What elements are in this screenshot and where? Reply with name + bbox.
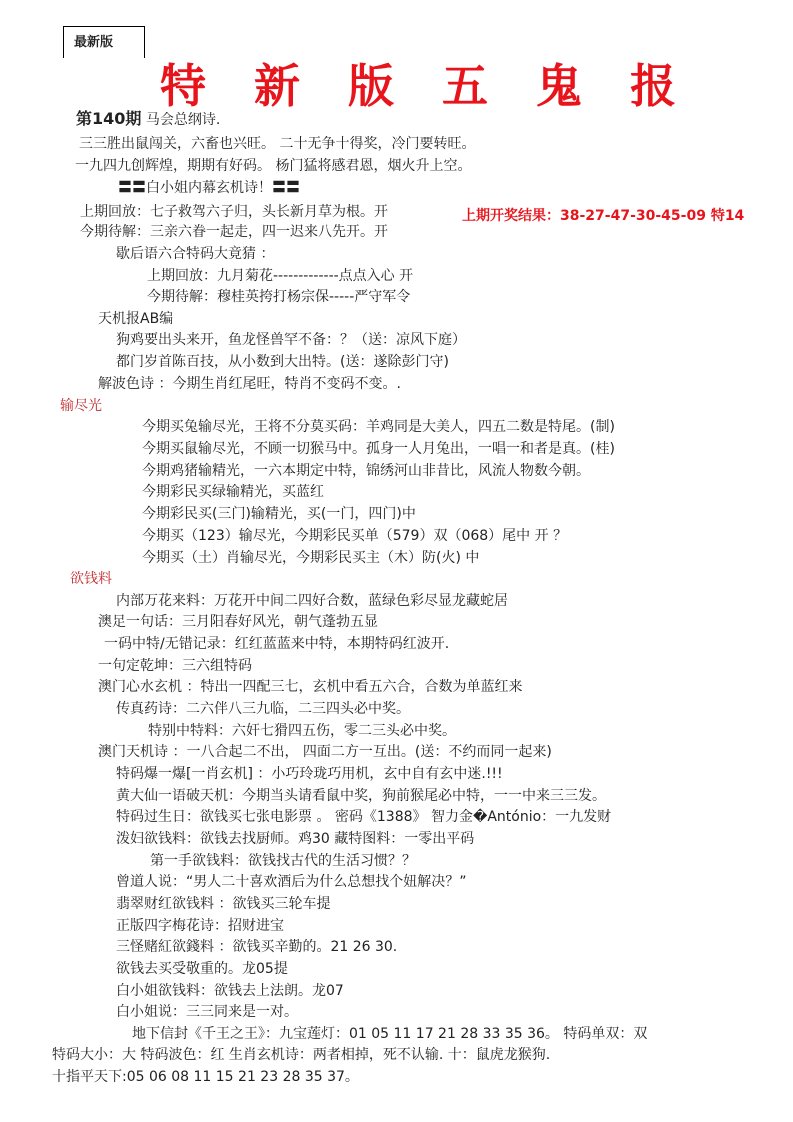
text-line: 白小姐说：三三同来是一对。 bbox=[116, 1004, 298, 1020]
text-line: 内部万花来料：万花开中间二四好合数，蓝绿色彩尽显龙藏蛇居 bbox=[116, 593, 508, 609]
text-line: 一句定乾坤：三六组特码 bbox=[98, 658, 252, 674]
text-line: 地下信封《千王之王》：九宝莲灯：01 05 11 17 21 28 33 35 36。 特码单双：双 bbox=[132, 1026, 648, 1042]
text-line: 今期买兔输尽光，王将不分莫买码：羊鸡同是大美人，四五二数是特尾。(制) bbox=[142, 419, 615, 435]
text-line: 特码大小：大 特码波色：红 生肖玄机诗：两者相掉，死不认输. 十：鼠虎龙猴狗. bbox=[52, 1047, 551, 1063]
text-line: 欲钱去买受敬重的。龙05提 bbox=[116, 961, 288, 977]
text-line: 传真药诗：二六伴八三九临，二三四头必中奖。 bbox=[116, 701, 410, 717]
section-heading: 欲钱料 bbox=[70, 571, 112, 587]
last-result: 上期开奖结果：38-27-47-30-45-09 特14 bbox=[462, 208, 745, 224]
text-line: 今期待解：穆桂英挎打杨宗保-----严守军令 bbox=[147, 289, 411, 305]
text-line: 今期买（土）肖输尽光，今期彩民买主（木）防(火) 中 bbox=[142, 550, 480, 566]
text-line: 特码爆一爆[一肖玄机] ：小巧玲珑巧用机，玄中自有玄中迷.!!! bbox=[116, 766, 503, 782]
text-line: 今期待解：三亲六眷一起走，四一迟来八先开。开 bbox=[80, 224, 388, 240]
text-line: 翡翠财红欲钱料 ：欲钱买三轮车提 bbox=[116, 896, 331, 912]
text-line: 天机报AB编 bbox=[98, 311, 174, 327]
text-line: 狗鸡要出头来开，鱼龙怪兽罕不备：？（送：凉风下庭） bbox=[116, 332, 466, 348]
text-line: 上期回放：九月菊花-------------点点入心 开 bbox=[147, 268, 414, 284]
text-line: 今期买（123）输尽光，今期彩民买单（579）双（068）尾中 开 ？ bbox=[142, 528, 568, 544]
text-line: 今期彩民买(三门)输精光，买(一门，四门)中 bbox=[142, 506, 416, 522]
issue-header bbox=[76, 110, 220, 129]
text-line: 三怪赌紅欲錢料 ：欲钱买辛勤的。21 26 30. bbox=[116, 939, 398, 955]
text-line: 都门岁首陈百技，从小数到大出特。(送：遂除彭门守) bbox=[116, 354, 449, 370]
text-line: 歇后语六合特码大竟猜 ： bbox=[116, 246, 275, 262]
text-line: 〓〓白小姐内幕玄机诗！〓〓 bbox=[118, 180, 300, 196]
text-line: 特别中特料：六奸七猾四五伤，零二三头必中奖。 bbox=[148, 723, 456, 739]
text-line: 今期鸡猪输精光，一六本期定中特，锦绣河山非昔比，风流人物数今朝。 bbox=[142, 463, 590, 479]
text-line: 白小姐欲钱料：欲钱去上法朗。龙07 bbox=[116, 983, 344, 999]
text-line: 特码过生日：欲钱买七张电影票 。 密码《1388》 智力金�António：一九发财 bbox=[116, 809, 612, 825]
text-line: 今期买鼠输尽光，不顾一切猴马中。孤身一人月兔出，一唱一和者是真。(桂) bbox=[142, 441, 615, 457]
text-line: 正版四字梅花诗：招财进宝 bbox=[116, 918, 284, 934]
text-line: 澳门天机诗 ：一八合起二不出， 四面二方一互出。(送：不约而同一起来) bbox=[98, 744, 552, 760]
issue-number: 第140期 bbox=[76, 109, 142, 128]
text-line: 今期彩民买绿输精光，买蓝红 bbox=[142, 484, 324, 500]
edition-badge: 最新版 bbox=[63, 26, 145, 58]
text-line: 解波色诗 ：今期生肖红尾旺，特肖不变码不变。. bbox=[98, 376, 401, 392]
text-line: 黄大仙一语破天机：今期当头请看鼠中奖，狗前猴尾必中特，一一中来三三发。 bbox=[116, 788, 606, 804]
text-line: 澳足一句话：三月阳春好风光，朝气蓬勃五显 bbox=[98, 614, 378, 630]
text-line: 泼妇欲钱料：欲钱去找厨师。鸡30 藏特图料：一零出平码 bbox=[116, 831, 475, 847]
text-line: 一码中特/无错记录：红红蓝蓝来中特，本期特码红波开. bbox=[104, 636, 450, 652]
text-line: 第一手欲钱料：欲钱找古代的生活习惯？？ bbox=[150, 853, 416, 869]
page-title: 特 新 版 五 鬼 报 bbox=[160, 59, 693, 113]
text-line: 上期回放：七子救驾六子归，头长新月草为根。开 bbox=[80, 204, 388, 220]
text-line: 三三胜出鼠闯关，六畜也兴旺。 二十无争十得奖，冷门要转旺。 bbox=[79, 136, 476, 152]
section-heading: 输尽光 bbox=[60, 398, 102, 414]
text-line: 澳门心水玄机 ：特出一四配三七，玄机中看五六合，合数为单蓝红来 bbox=[98, 679, 523, 695]
text-line: 一九四九创辉煌，期期有好码。 杨门猛将感君恩，烟火升上空。 bbox=[75, 158, 472, 174]
text-line: 曾道人说：“男人二十喜欢酒后为什么总想找个妞解决？” bbox=[116, 874, 467, 890]
issue-subtitle: 马会总纲诗. bbox=[145, 112, 221, 128]
text-line: 十指平天下:05 06 08 11 15 21 23 28 35 37。 bbox=[52, 1069, 359, 1085]
